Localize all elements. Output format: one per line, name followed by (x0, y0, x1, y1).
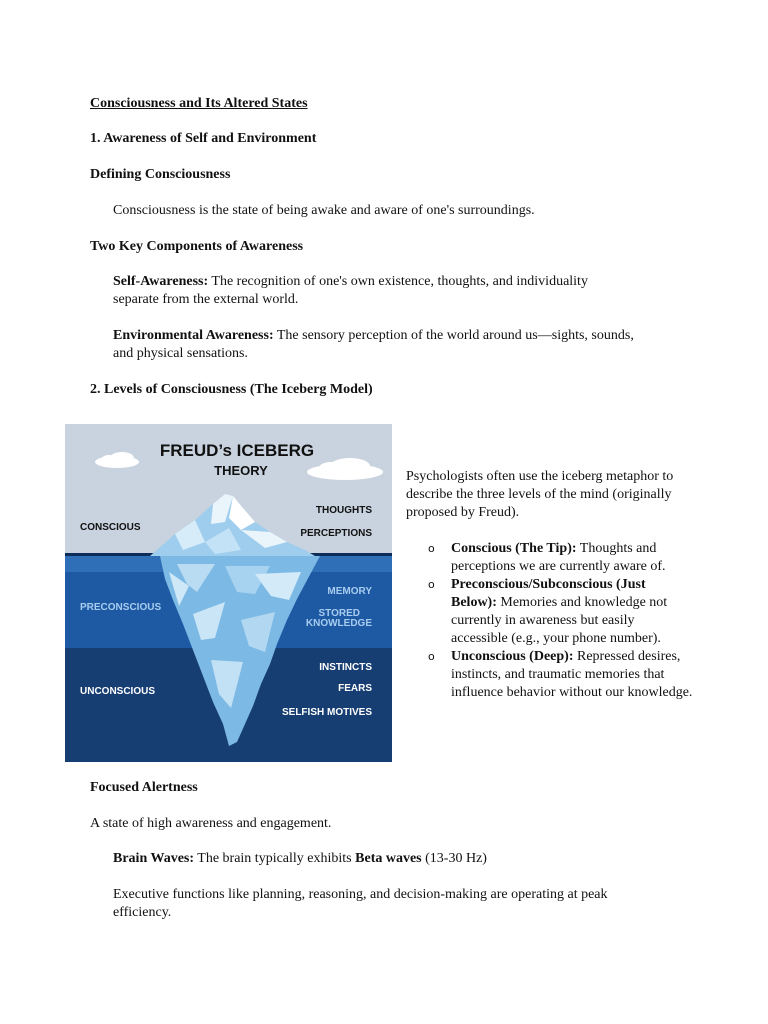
bullet-icon: o (428, 542, 435, 555)
preconscious-text-3: accessible (e.g., your phone number). (451, 631, 661, 646)
list-item-preconscious (428, 576, 728, 648)
environmental-awareness-paragraph (113, 327, 713, 363)
unconscious-text-1: Repressed desires, (573, 649, 681, 664)
label-knowledge: KNOWLEDGE (305, 618, 372, 629)
label-memory: MEMORY (327, 586, 372, 597)
conscious-text-1: Thoughts and (576, 541, 657, 556)
environmental-awareness-text-2: and physical sensations. (113, 346, 248, 361)
brain-waves-paragraph (113, 850, 713, 868)
section-1-heading: 1. Awareness of Self and Environment (90, 131, 317, 146)
label-preconscious: PRECONSCIOUS (80, 602, 162, 613)
executive-functions-line-2: efficiency. (113, 905, 172, 920)
unconscious-text-2: instincts, and traumatic memories that (451, 667, 665, 682)
label-stored: STORED (318, 608, 360, 619)
freud-iceberg-figure (65, 424, 392, 762)
label-unconscious: UNCONSCIOUS (80, 686, 156, 697)
brain-waves-text: The brain typically exhibits (194, 851, 356, 866)
environmental-awareness-text-1: The sensory perception of the world around us—sights, sounds, (273, 328, 634, 343)
preconscious-text-2: currently in awareness but easily (451, 613, 635, 628)
brain-waves-label: Brain Waves: (113, 851, 195, 866)
section-2-heading: 2. Levels of Consciousness (The Iceberg Model) (90, 382, 373, 397)
label-fears: FEARS (338, 683, 372, 694)
self-awareness-label: Self-Awareness: (113, 274, 209, 289)
environmental-awareness-label: Environmental Awareness: (113, 328, 274, 343)
focused-alertness-heading: Focused Alertness (90, 780, 198, 795)
self-awareness-text-1: The recognition of one's own existence, thoughts, and individuality (208, 274, 588, 289)
bullet-icon: o (428, 650, 435, 663)
unconscious-text-3: influence behavior without our knowledge. (451, 685, 693, 700)
label-selfish-motives: SELFISH MOTIVES (281, 707, 372, 718)
intro-line-2: describe the three levels of the mind (originally (406, 487, 672, 502)
preconscious-label-2: Below): (451, 595, 497, 610)
defining-consciousness-text: Consciousness is the state of being awake and aware of one's surroundings. (113, 203, 535, 218)
list-item-unconscious (428, 648, 728, 702)
bullet-icon: o (428, 578, 435, 591)
figure-title-line-2: THEORY (214, 463, 268, 478)
preconscious-text-1: Memories and knowledge not (496, 595, 668, 610)
intro-line-1: Psychologists often use the iceberg metaphor to (406, 469, 674, 484)
focused-alertness-text: A state of high awareness and engagement. (90, 816, 332, 831)
label-perceptions: PERCEPTIONS (300, 528, 372, 539)
label-instincts: INSTINCTS (319, 662, 372, 673)
executive-functions-line-1: Executive functions like planning, reasoning, and decision-making are operating at peak (113, 887, 608, 902)
self-awareness-text-2: separate from the external world. (113, 292, 299, 307)
list-item-conscious (428, 540, 728, 576)
levels-list (428, 540, 728, 702)
iceberg-intro-paragraph (406, 468, 706, 522)
defining-consciousness-heading: Defining Consciousness (90, 167, 231, 182)
unconscious-label: Unconscious (Deep): (451, 649, 574, 664)
components-heading: Two Key Components of Awareness (90, 239, 304, 254)
figure-title-line-1: FREUD’s ICEBERG (159, 441, 315, 460)
intro-line-3: proposed by Freud). (406, 505, 520, 520)
preconscious-label: Preconscious/Subconscious (Just (451, 577, 646, 592)
label-conscious: CONSCIOUS (80, 522, 141, 533)
self-awareness-paragraph (113, 273, 713, 309)
document-title: Consciousness and Its Altered States (90, 96, 308, 111)
beta-waves-term: Beta waves (355, 851, 422, 866)
conscious-label: Conscious (The Tip): (451, 541, 577, 556)
conscious-text-2: perceptions we are currently aware of. (451, 559, 666, 574)
executive-functions-paragraph (113, 886, 733, 922)
brain-waves-range: (13-30 Hz) (421, 851, 487, 866)
label-thoughts: THOUGHTS (315, 505, 372, 516)
